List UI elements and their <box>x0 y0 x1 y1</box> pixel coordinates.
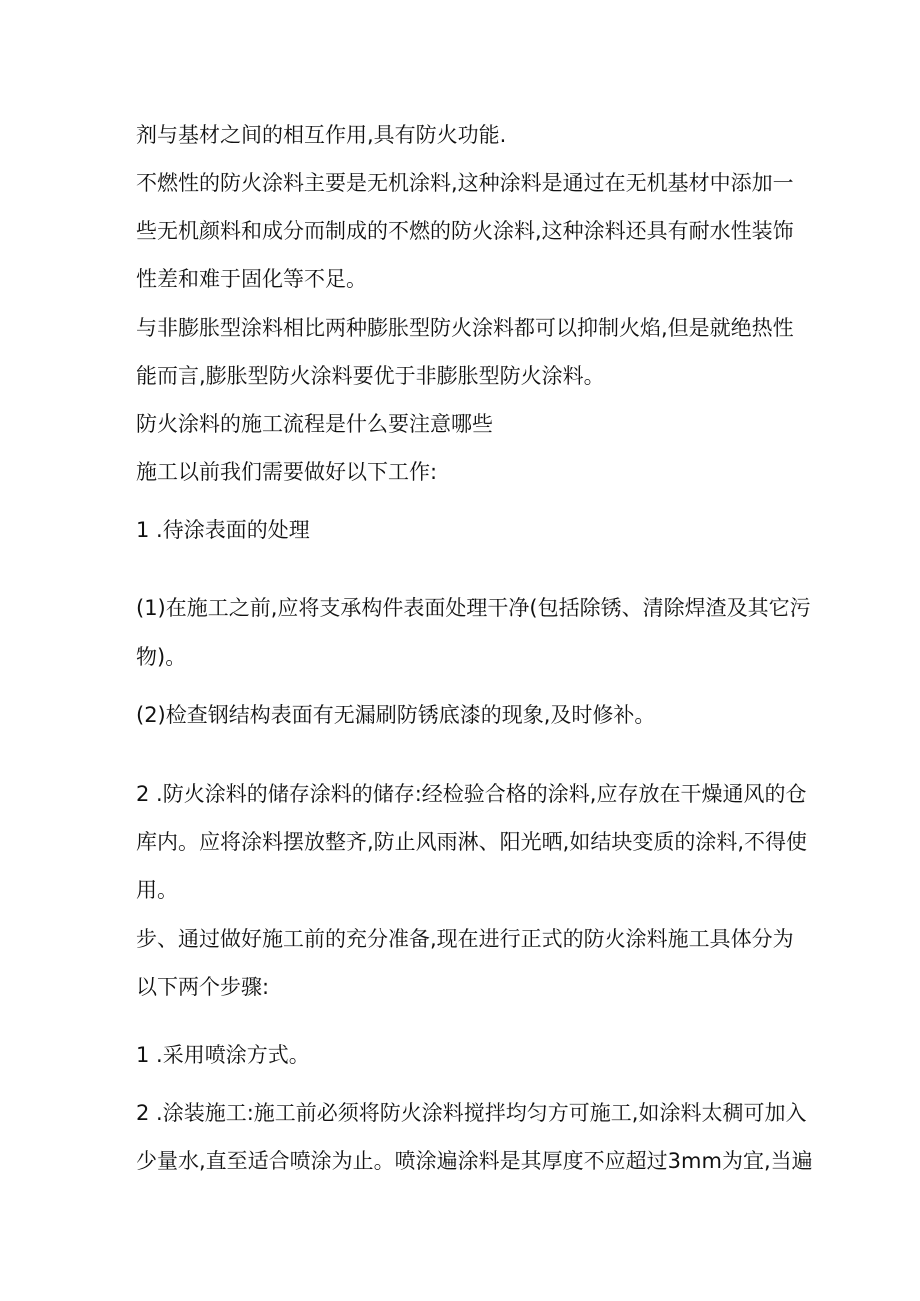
text-line: 能而言,膨胀型防火涂料要优于非膨胀型防火涂料。 <box>136 364 605 388</box>
list-item: 2 .防火涂料的储存涂料的储存:经检验合格的涂料,应存放在干燥通风的仓 <box>136 782 807 806</box>
text-line: 用。 <box>136 878 178 902</box>
text-line: 不燃性的防火涂料主要是无机涂料,这种涂料是通过在无机基材中添加一 <box>136 171 794 195</box>
text-line: 库内。应将涂料摆放整齐,防止风雨淋、阳光晒,如结块变质的涂料,不得使 <box>136 830 808 854</box>
text-line: 少量水,直至适合喷涂为止。喷涂遍涂料是其厚度不应超过3mm为宜,当遍 <box>136 1149 813 1173</box>
text-line: 施工以前我们需要做好以下工作: <box>136 460 438 484</box>
list-item: 1 .待涂表面的处理 <box>136 518 310 542</box>
text-line: 步、通过做好施工前的充分准备,现在进行正式的防火涂料施工具体分为 <box>136 927 794 951</box>
text-line: 物)。 <box>136 645 187 669</box>
text-line: (2)检查钢结构表面有无漏刷防锈底漆的现象,及时修补。 <box>136 703 656 727</box>
text-line: 以下两个步骤: <box>136 975 270 999</box>
list-item: 1 .采用喷涂方式。 <box>136 1043 310 1067</box>
section-heading: 防火涂料的施工流程是什么要注意哪些 <box>136 412 493 436</box>
list-item: 2 .涂装施工:施工前必须将防火涂料搅拌均匀方可施工,如涂料太稠可加入 <box>136 1101 807 1125</box>
text-line: 性差和难于固化等不足。 <box>136 267 367 291</box>
text-line: 与非膨胀型涂料相比两种膨胀型防火涂料都可以抑制火焰,但是就绝热性 <box>136 316 794 340</box>
text-line: 剂与基材之间的相互作用,具有防火功能. <box>136 123 507 147</box>
text-line: (1)在施工之前,应将支承构件表面处理干净(包括除锈、清除焊渣及其它污 <box>136 596 811 620</box>
text-line: 些无机颜料和成分而制成的不燃的防火涂料,这种涂料还具有耐水性装饰 <box>136 219 794 243</box>
